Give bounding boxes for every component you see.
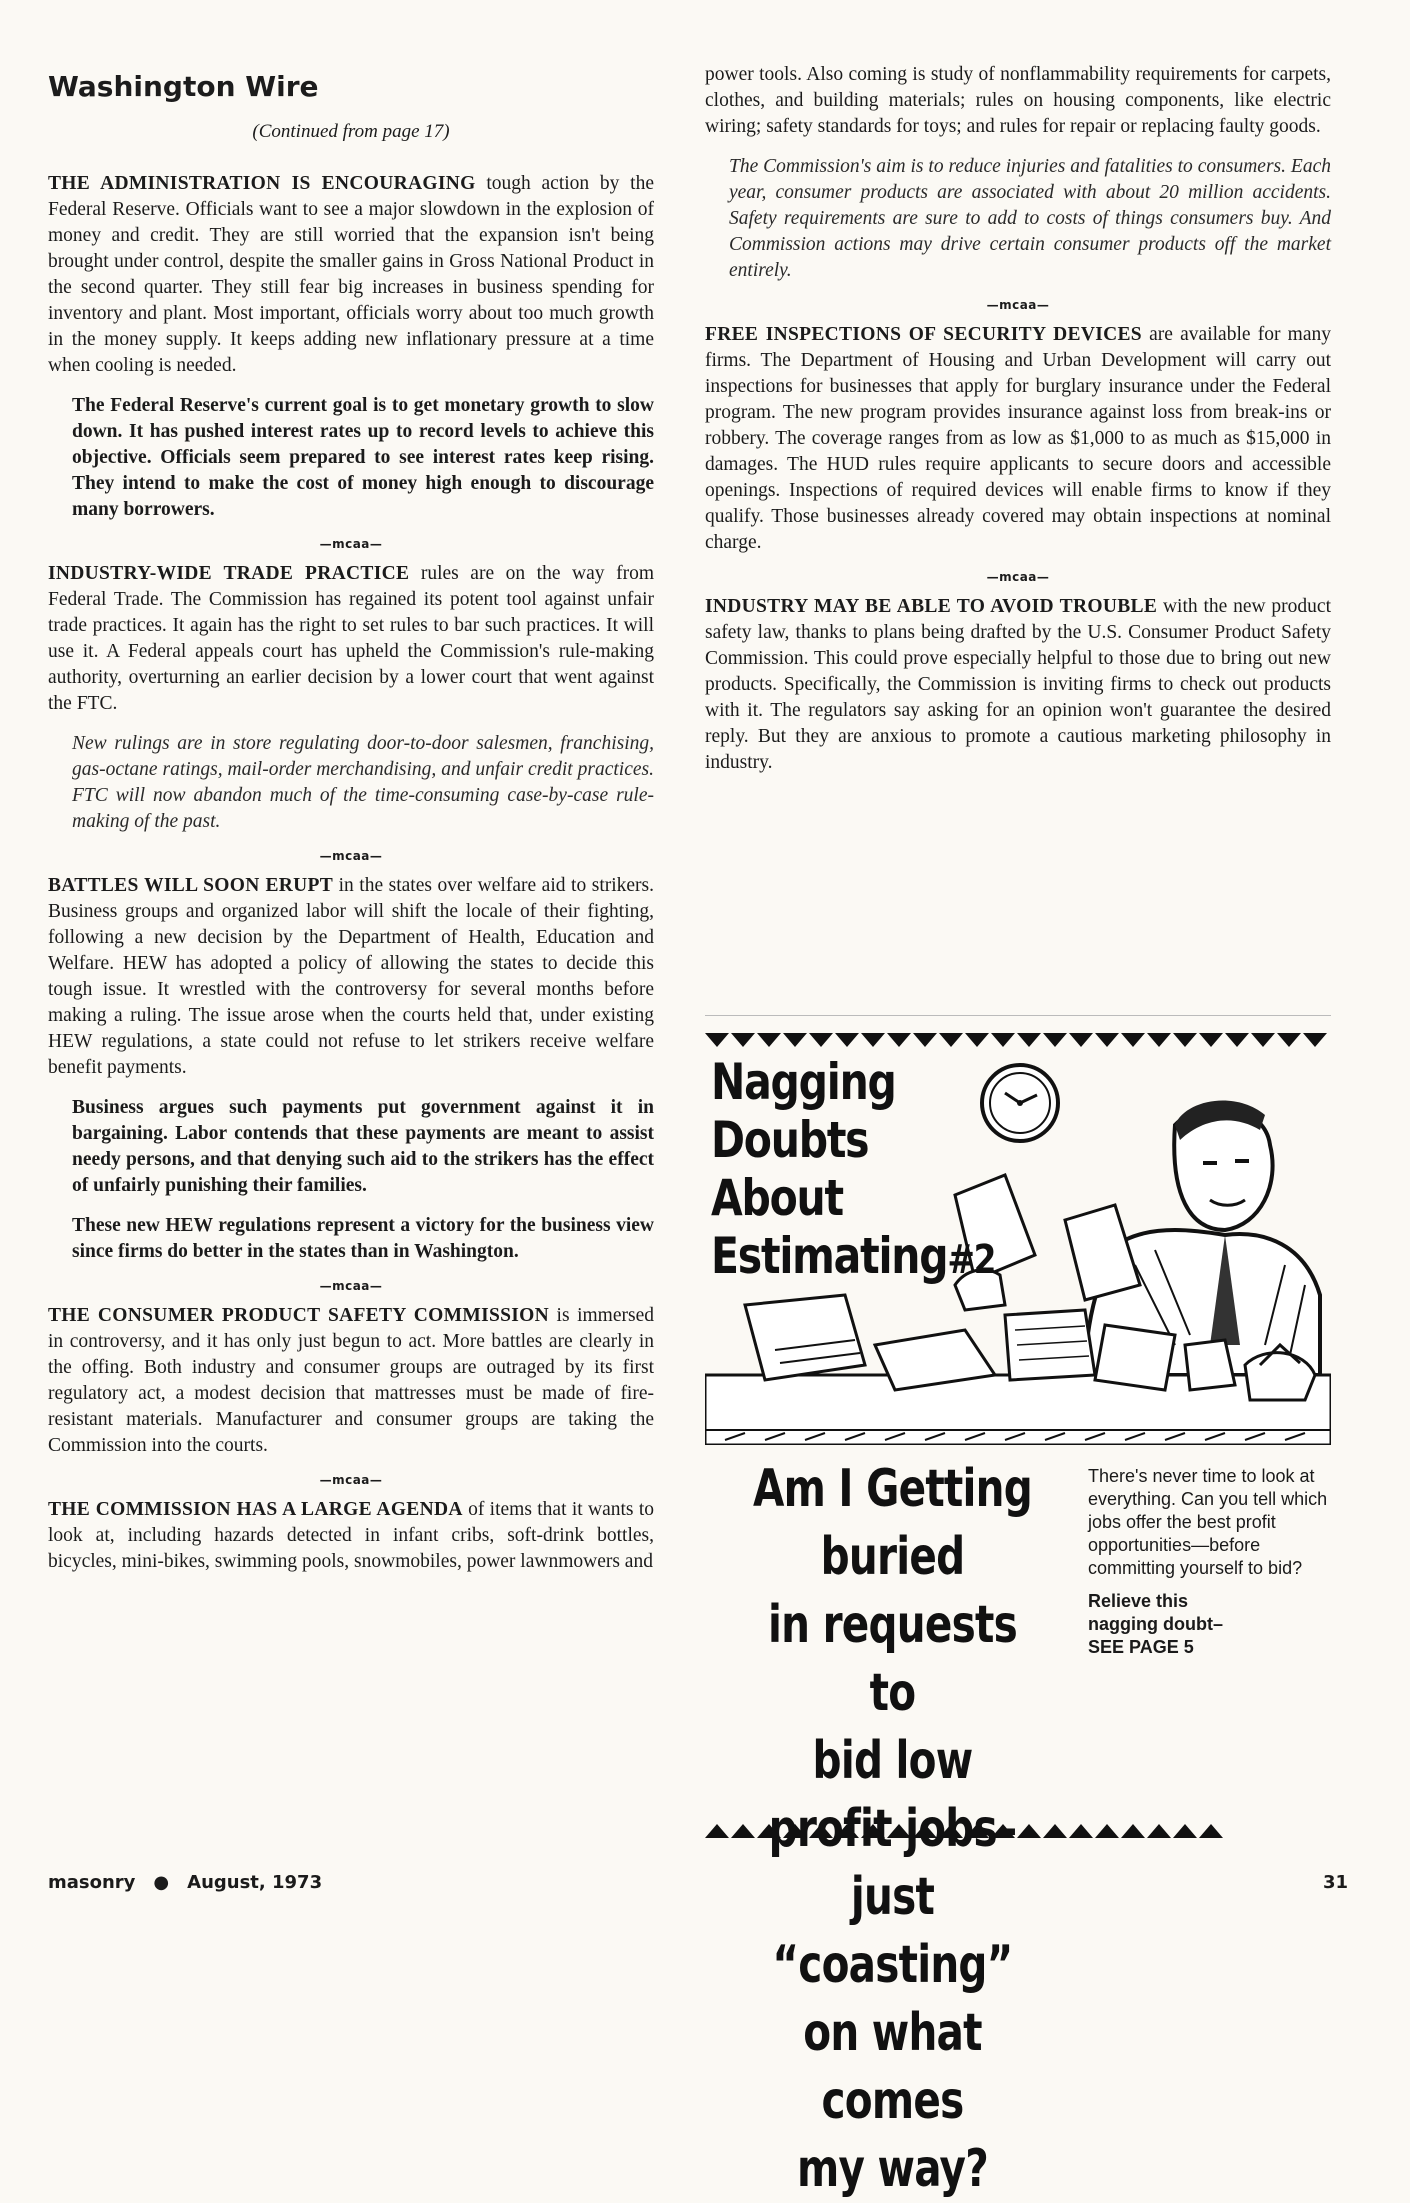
continued-note: (Continued from page 17)	[252, 121, 450, 142]
left-column	[48, 60, 654, 1589]
article-paragraph: The Federal Reserve's current goal is to get monetary growth to slow down. It has pushed interest rates up to record levels to achieve this objective. Officials seem prepared to see interest rates keep rising. They intend to make the cost of money high enough to discourage many borrowers.	[72, 395, 654, 520]
article-paragraph: Business argues such payments put government against it in bargaining. Labor contends that these payments are meant to assist needy persons, and that denying such aid to the strikers has the effect of unfairly punishing their families.	[72, 1097, 654, 1196]
bullet-icon: ●	[153, 1872, 170, 1893]
separator: —mcaa—	[986, 570, 1050, 584]
footer-masthead	[48, 1872, 322, 1893]
separator: —mcaa—	[319, 849, 383, 863]
ad-side-text: There's never time to look at everything. Can you tell which jobs offer the best profit opportunities—before committing yourself to bid?	[1088, 1466, 1328, 1578]
article-paragraph: FREE INSPECTIONS OF SECURITY DEVICES are available for many firms. The Department of Housing and Urban Development will carry out inspections for businesses that apply for burglary insurance under the Federal program. The new program provides insurance against loss from break-ins or robbery. The coverage ranges from as low as $1,000 to as much as $15,000 in damages. The HUD rules require applicants to secure doors and accessible openings. Inspections of required devices will enable firms to know if they qualify. Those businesses already covered may obtain inspections at nominal charge.	[705, 324, 1331, 553]
paragraph-lead: THE CONSUMER PRODUCT SAFETY COMMISSION	[48, 1305, 549, 1326]
paragraph-lead: THE COMMISSION HAS A LARGE AGENDA	[48, 1499, 463, 1520]
right-column	[705, 62, 1331, 790]
separator: —mcaa—	[319, 1473, 383, 1487]
page-number: 31	[1322, 1872, 1348, 1893]
separator: —mcaa—	[319, 1279, 383, 1293]
ad-divider	[705, 1015, 1331, 1016]
article-paragraph: INDUSTRY-WIDE TRADE PRACTICE rules are on the way from Federal Trade. The Commission has regained its potent tool against unfair trade practices. It again has the right to set rules to bar such practices. It will use it. A Federal appeals court has upheld the Commission's rule-making authority, overturning an earlier decision by a lower court that went against the FTC.	[48, 563, 654, 714]
paragraph-lead: INDUSTRY-WIDE TRADE PRACTICE	[48, 563, 410, 584]
paragraph-lead: INDUSTRY MAY BE ABLE TO AVOID TROUBLE	[705, 596, 1158, 617]
advertisement	[705, 1015, 1331, 2199]
issue-date: August, 1973	[187, 1872, 323, 1893]
article-paragraph: THE ADMINISTRATION IS ENCOURAGING tough action by the Federal Reserve. Officials want to see a major slowdown in the explosion of money and credit. They are still worried that the expansion isn't being brought under control, despite the smaller gains in Gross National Product in the second quarter. They still fear big increases in business spending for inventory and plant. Most important, officials worry about too much growth in the money supply. It keeps adding new inflationary pressure at a time when cooling is needed.	[48, 173, 654, 376]
paragraph-lead: FREE INSPECTIONS OF SECURITY DEVICES	[705, 324, 1142, 345]
triangle-border-bottom	[705, 1822, 1331, 1842]
column-title: Washington Wire	[48, 70, 319, 103]
article-paragraph: BATTLES WILL SOON ERUPT in the states over welfare aid to strikers. Business groups and organized labor will shift the locale of their fighting, following a new decision by the Department of Health, Education and Welfare. HEW has adopted a policy of allowing the states to decide this tough issue. It wrestled with the controversy for several months before making a ruling. The issue arose when the courts held that, under existing HEW regulations, a state could not refuse to let strikers receive welfare benefit payments.	[48, 875, 655, 1078]
article-paragraph: The Commission's aim is to reduce injuries and fatalities to consumers. Each year, consumer products are associated with about 20 million accidents. Safety requirements are sure to add to costs of things consumers buy. And Commission actions may drive certain consumer products off the market entirely.	[729, 156, 1331, 281]
ad-call-to-action[interactable]: Relieve this nagging doubt– SEE PAGE 5	[1088, 1591, 1223, 1657]
article-paragraph: THE COMMISSION HAS A LARGE AGENDA of items that it wants to look at, including hazards detected in infant cribs, soft-drink bottles, bicycles, mini-bikes, swimming pools, snowmobiles, power lawnmowers and	[48, 1499, 654, 1572]
wall-clock-icon	[982, 1065, 1058, 1141]
paragraph-lead: THE ADMINISTRATION IS ENCOURAGING	[48, 173, 476, 194]
article-paragraph: INDUSTRY MAY BE ABLE TO AVOID TROUBLE with the new product safety law, thanks to plans being drafted by the U.S. Consumer Product Safety Commission. This could prove especially helpful to those due to bring out new products. Specifically, the Commission is inviting firms to check out products with it. The regulators say asking for an opinion won't guarantee the desired reply. But they are anxious to promote a cautious marketing philosophy in industry.	[705, 596, 1331, 773]
ad-title: Nagging Doubts About Estimating#2	[711, 1053, 996, 1285]
article-paragraph: These new HEW regulations represent a victory for the business view since firms do better in the states than in Washington.	[72, 1215, 654, 1262]
article-paragraph: power tools. Also coming is study of nonflammability requirements for carpets, clothes, and building materials; rules on housing components, like electric wiring; safety standards for toys; and rules for repair or replacing faulty goods.	[705, 64, 1331, 137]
ad-headline: Am I Getting buried in requests to bid low profit jobs– just “coasting” on what comes my way?	[752, 1459, 1033, 2199]
magazine-name: masonry	[48, 1872, 136, 1893]
article-paragraph: New rulings are in store regulating door-to-door salesmen, franchising, gas-octane ratings, mail-order merchandising, and unfair credit practices. FTC will now abandon much of the time-consuming case-by-case rule-making of the past.	[72, 733, 654, 832]
paragraph-lead: BATTLES WILL SOON ERUPT	[48, 875, 334, 896]
separator: —mcaa—	[986, 298, 1050, 312]
article-paragraph: THE CONSUMER PRODUCT SAFETY COMMISSION is immersed in controversy, and it has only just begun to act. More battles are clearly in the offing. Both industry and consumer groups are outraged by its first regulatory act, a modest decision that mattresses must be made of fire-resistant materials. Manufacturer and consumer groups are taking the Commission into the courts.	[48, 1305, 654, 1456]
separator: —mcaa—	[319, 537, 383, 551]
ad-side-copy	[1088, 1465, 1328, 1659]
